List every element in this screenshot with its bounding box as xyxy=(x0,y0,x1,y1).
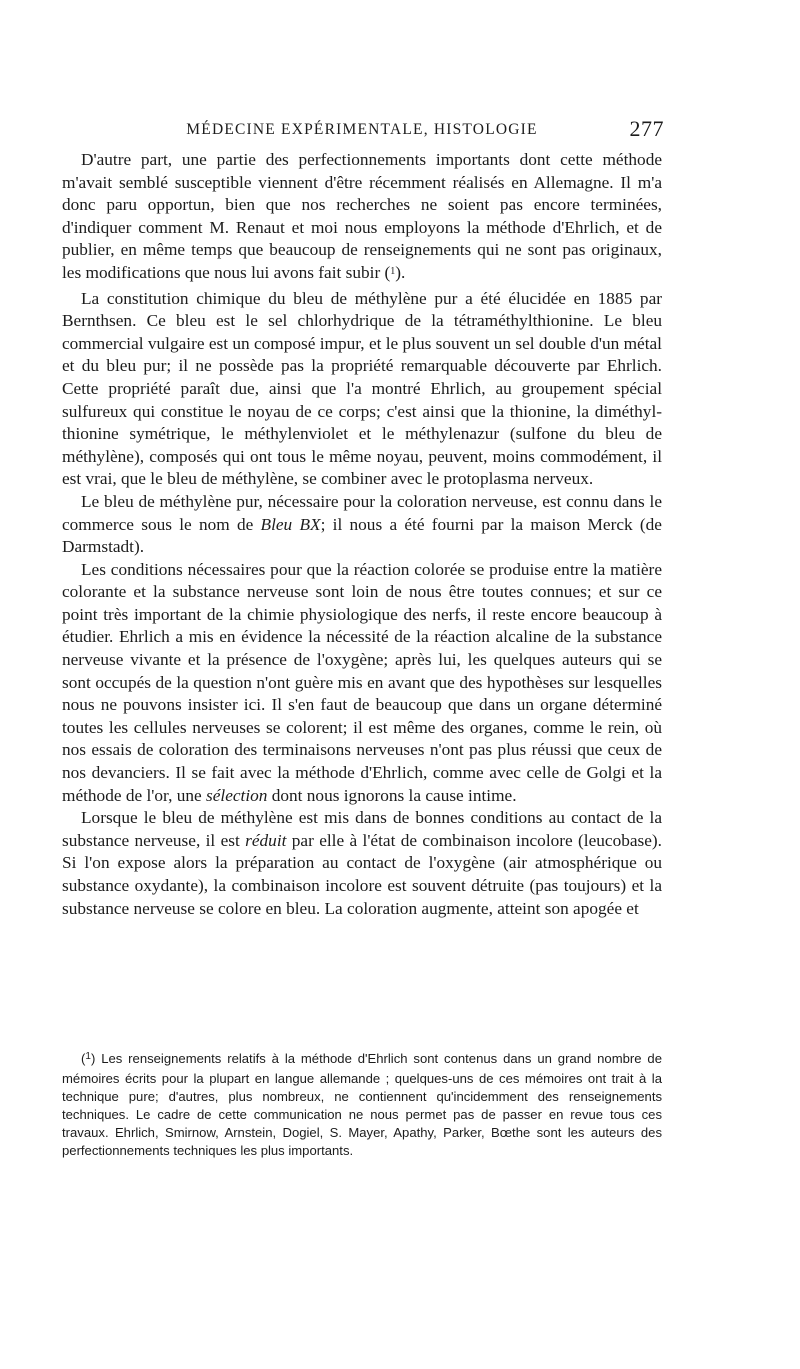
paragraph-5-text: Lorsque le bleu de méthylène est mis dans de bonnes conditions au contact de la substance nerveuse, il est xyxy=(62,808,662,850)
paragraph-3-text: Le bleu de méthylène pur, nécessaire pour la coloration nerveuse, est connu dans le commerce sous le nom de xyxy=(62,491,662,534)
product-name-italic: Bleu BX xyxy=(260,514,321,534)
paragraph-5 xyxy=(62,807,662,920)
paragraph-3-end: ; il nous a été fourni par la maison Merck (de Darmstadt). xyxy=(62,514,662,557)
footnote xyxy=(62,1050,662,1159)
selection-italic: sélection xyxy=(206,785,268,805)
paragraph-1-text: D'autre part, une partie des perfectionnements importants dont cette méthode m'avait semblé susceptible viennent d'être récemment réalisés en Allemagne. Il m'a donc paru opportun, bien que nos recherches ne soient pas encore terminées, d'indiquer comment M. Renaut et moi nous employons la méthode d'Ehrlich, et de publier, en même temps que beaucoup de renseignements qui ne sont pas originaux, les modifications que nous lui avons fait subir ( xyxy=(62,150,662,282)
page-number: 277 xyxy=(629,116,664,141)
paragraph-3 xyxy=(62,491,662,559)
paragraph-1-end: ). xyxy=(395,262,406,282)
paragraph-1 xyxy=(62,149,662,288)
footnote-mark: 1 xyxy=(85,1051,91,1062)
paragraph-4 xyxy=(62,559,662,808)
paragraph-5-end: par elle à l'état de combinaison incolore (leucobase). Si l'on expose alors la préparation au contact de l'oxygène (air atmosphérique ou substance oxydante), la combinaison incolore est souvent détruite (pas toujours) et la substance nerveuse se colore en bleu. La coloration augmente, atteint son apogée et xyxy=(62,830,662,918)
footnote-paragraph xyxy=(62,1050,662,1159)
reduit-italic: réduit xyxy=(245,830,287,850)
footnote-open: ( xyxy=(81,1051,86,1066)
paragraph-2: La constitution chimique du bleu de méthylène pur a été élucidée en 1885 par Bernthsen. Ce bleu est le sel chlorhydrique de la tétraméthylthionine. Le bleu commercial vulgaire est un composé impur, et le plus souvent un sel double d'un métal et du bleu pur; il ne possède pas la propriété remarquable découverte par Ehrlich. Cette propriété paraît due, ainsi que l'a montré Ehrlich, au groupement spécial sulfureux qui constitue le noyau de ce corps; c'est ainsi que la thionine, la diméthyl-thionine symétrique, le méthylenviolet et le méthylenazur (sulfone du bleu de méthylène), composés qui ont tous le même noyau, peuvent, moins commodément, il est vrai, que le bleu de méthylène, se combiner avec le protoplasma nerveux. xyxy=(62,288,662,489)
paragraph-4-end: dont nous ignorons la cause intime. xyxy=(267,785,517,805)
footnote-close: ) xyxy=(90,1051,96,1066)
paragraph-4-text: Les conditions nécessaires pour que la réaction colorée se produise entre la matière colorante et la substance nerveuse sont loin de nous être toutes connues; et sur ce point très important de la chimie physiologique des nerfs, il reste encore beaucoup à étudier. Ehrlich a mis en évidence la nécessité de la réaction alcaline de la substance nerveuse vivante et la présence de l'oxygène; après lui, les quelques auteurs qui se sont occupés de la question n'ont guère mis en avant que des hypothèses sur lesquelles nous ne pouvons insister ici. Il s'en faut de beaucoup que dans un organe déterminé toutes les cellules nerveuses se colorent; il est même des organes, comme le rein, où nos essais de coloration des terminaisons nerveuses n'ont pas plus réussi que ceux de nos devanciers. Il se fait avec la méthode d'Ehrlich, comme avec celle de Golgi et la méthode de l'or, une xyxy=(62,559,662,805)
running-head xyxy=(62,117,662,145)
main-text xyxy=(62,149,662,920)
footnote-text: Les renseignements relatifs à la méthode d'Ehrlich sont contenus dans un grand nombre de mémoires écrits pour la plupart en langue allemande ; quelques-uns de ces mémoires ont trait à la technique pure; d'autres, plus nombreux, ne contiennent qu'incidemment des renseignements techniques. Le cadre de cette communication ne nous permet pas de passer en revue tous ces travaux. Ehrlich, Smirnow, Arnstein, Dogiel, S. Mayer, Apathy, Parker, Bœthe sont les auteurs des perfectionnements techniques les plus importants. xyxy=(62,1051,662,1158)
footnote-reference: 1 xyxy=(390,265,396,277)
running-title: MÉDECINE EXPÉRIMENTALE, HISTOLOGIE xyxy=(186,121,538,138)
